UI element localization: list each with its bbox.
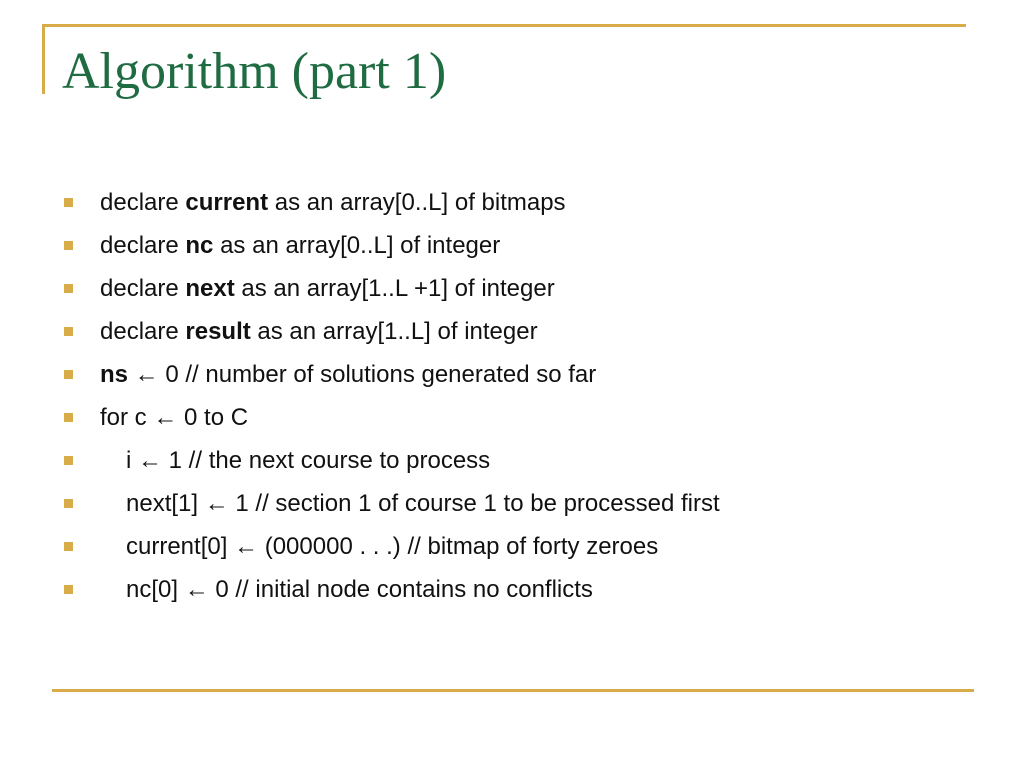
bullet-item-declare-nc — [62, 224, 992, 267]
square-bullet-icon — [64, 499, 73, 508]
bullet-suffix: ← 0 // number of solutions generated so far — [128, 361, 597, 388]
bullet-keyword: ns — [100, 361, 129, 388]
square-bullet-icon — [64, 327, 73, 336]
bullet-suffix: as an array[1..L +1] of integer — [234, 275, 555, 302]
bullet-suffix: as an array[0..L] of bitmaps — [268, 189, 566, 216]
bullet-item-declare-result — [62, 310, 992, 353]
bullet-text — [100, 353, 596, 396]
square-bullet-icon — [64, 456, 73, 465]
bullet-item-declare-current — [62, 181, 992, 224]
bullet-text — [100, 267, 555, 310]
bullet-text — [100, 224, 500, 267]
bullet-item-loop-init-nc — [62, 568, 992, 611]
bullet-keyword: result — [185, 318, 251, 345]
square-bullet-icon — [64, 284, 73, 293]
bullet-item-loop-init-current — [62, 525, 992, 568]
bullet-item-loop-init-i — [62, 439, 992, 482]
bullet-text: nc[0] ← 0 // initial node contains no conflicts — [126, 576, 593, 603]
bullet-suffix: as an array[0..L] of integer — [213, 232, 501, 259]
bullet-text: i ← 1 // the next course to process — [126, 447, 491, 474]
bullet-prefix: declare — [100, 189, 186, 216]
square-bullet-icon — [64, 542, 73, 551]
square-bullet-icon — [64, 585, 73, 594]
bullet-text — [100, 181, 566, 224]
slide-title: Algorithm (part 1) — [62, 43, 447, 100]
bullet-text — [100, 310, 538, 353]
bullet-text: next[1] ← 1 // section 1 of course 1 to be processed first — [126, 490, 720, 517]
bullet-keyword: next — [185, 275, 235, 302]
bullet-item-for-loop — [62, 396, 992, 439]
square-bullet-icon — [64, 198, 73, 207]
bullet-prefix: declare — [100, 232, 186, 259]
bullet-prefix: declare — [100, 318, 186, 345]
bullet-prefix: declare — [100, 275, 186, 302]
footer-accent-line — [52, 689, 974, 692]
bullet-item-ns-initialization — [62, 353, 992, 396]
bullet-keyword: nc — [185, 232, 214, 259]
bullet-text: for c ← 0 to C — [100, 404, 249, 431]
square-bullet-icon — [64, 241, 73, 250]
square-bullet-icon — [64, 413, 73, 422]
title-accent-top-line — [42, 24, 966, 27]
bullet-text: current[0] ← (000000 . . .) // bitmap of forty zeroes — [126, 533, 659, 560]
bullet-suffix: as an array[1..L] of integer — [250, 318, 538, 345]
title-accent-vertical-line — [42, 24, 45, 94]
bullet-list — [62, 181, 992, 611]
bullet-item-declare-next — [62, 267, 992, 310]
bullet-item-loop-init-next — [62, 482, 992, 525]
square-bullet-icon — [64, 370, 73, 379]
bullet-keyword: current — [185, 189, 269, 216]
